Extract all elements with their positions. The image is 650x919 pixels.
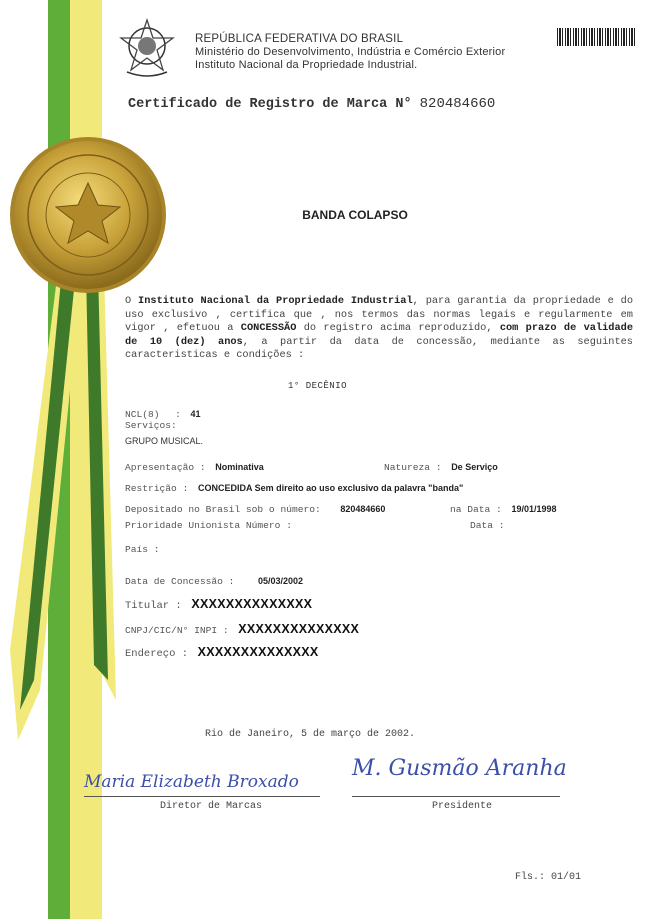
certificate-title-label: Certificado de Registro de Marca N° (128, 97, 412, 112)
director-signature: Maria Elizabeth Broxado (84, 772, 299, 792)
certificate-title (128, 96, 495, 112)
natureza-row (384, 457, 498, 475)
intro-text-3: do registro acima reproduzido, (296, 322, 500, 334)
barcode (557, 28, 637, 46)
coat-of-arms-emblem (113, 14, 181, 82)
certificate-number: 820484660 (419, 96, 496, 112)
decenio-heading: 1° DECÊNIO (288, 381, 348, 391)
director-signature-line (84, 796, 320, 797)
place-date: Rio de Janeiro, 5 de março de 2002. (205, 729, 416, 740)
cnpj-row (125, 620, 359, 638)
na-data-row (450, 499, 556, 517)
pais-label: País : (125, 544, 160, 555)
depositado-row (125, 499, 385, 517)
prioridade-data-label: Data : (470, 520, 505, 531)
na-data-label: na Data : (450, 504, 502, 515)
ncl-label: NCL(8) (125, 409, 160, 420)
intro-paragraph (125, 295, 633, 363)
ncl-separator: : (175, 409, 181, 420)
restricao-row (125, 478, 463, 496)
intro-text-4: , a partir da data de concessão, mediante as seguintes caracteristicas e condições : (125, 335, 633, 361)
intro-prazo: com prazo de validade de 10 (dez) anos (125, 322, 634, 348)
republic-title: REPÚBLICA FEDERATIVA DO BRASIL (195, 33, 404, 45)
restricao-label: Restrição : (125, 483, 189, 494)
intro-concessao: CONCESSÃO (240, 322, 297, 334)
restricao-value: CONCEDIDA Sem direito ao uso exclusivo da palavra "banda" (197, 483, 464, 493)
director-role: Diretor de Marcas (160, 801, 263, 812)
prioridade-label: Prioridade Unionista Número : (125, 520, 292, 531)
depositado-label: Depositado no Brasil sob o número: (125, 504, 321, 515)
natureza-value: De Serviço (451, 462, 498, 472)
page-number: Fls.: 01/01 (515, 872, 582, 883)
endereco-label: Endereço : (125, 648, 189, 660)
ribbon-decoration (0, 270, 140, 750)
intro-institute: Instituto Nacional da Propriedade Industrial (138, 295, 413, 307)
depositado-value: 820484660 (340, 504, 386, 514)
cnpj-label: CNPJ/CIC/N° INPI : (125, 625, 229, 636)
titular-label: Titular : (125, 600, 182, 612)
endereco-value: XXXXXXXXXXXXXX (197, 645, 319, 659)
servicos-label: Serviços: (125, 420, 177, 431)
concessao-row (125, 571, 303, 589)
president-signature-line (352, 796, 560, 797)
apresentacao-label: Apresentação : (125, 462, 206, 473)
intro-text-2: , para garantia da propriedade e do uso exclusivo , certifica que , nos termos das normas legais e regularmente em vigor , efetuou a (125, 295, 633, 334)
institute-line: Instituto Nacional da Propriedade Industrial. (195, 59, 418, 71)
servicos-value: GRUPO MUSICAL. (125, 436, 204, 446)
cnpj-value: XXXXXXXXXXXXXX (238, 622, 360, 636)
ncl-value: 41 (190, 409, 201, 419)
ministry-line: Ministério do Desenvolvimento, Indústria e Comércio Exterior (195, 46, 506, 58)
brand-name: BANDA COLAPSO (302, 208, 408, 222)
apresentacao-value: Nominativa (215, 462, 264, 472)
president-signature: M. Gusmão Aranha (352, 756, 567, 781)
titular-row (125, 595, 312, 613)
endereco-row (125, 643, 319, 661)
na-data-value: 19/01/1998 (511, 504, 557, 514)
apresentacao-row (125, 457, 264, 475)
concessao-value: 05/03/2002 (258, 576, 304, 586)
concessao-label: Data de Concessão : (125, 576, 235, 587)
president-role: Presidente (432, 801, 493, 812)
titular-value: XXXXXXXXXXXXXX (191, 597, 313, 611)
natureza-label: Natureza : (384, 462, 442, 473)
intro-text-1: O (125, 295, 139, 307)
